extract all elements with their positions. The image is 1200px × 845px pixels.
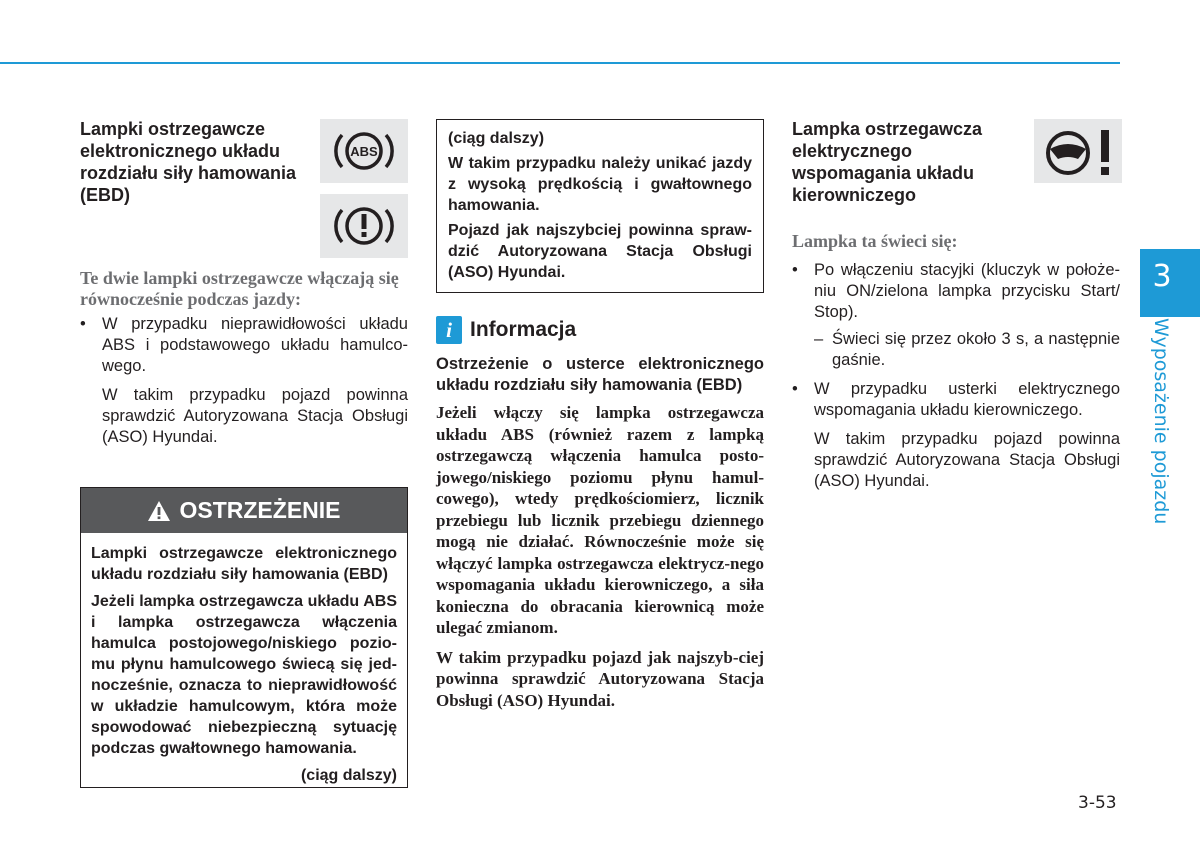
page-number: 3-53 <box>1078 793 1117 813</box>
info-label: Informacja <box>470 318 577 341</box>
info-icon: i <box>436 316 462 344</box>
info-heading: Ostrzeżenie o usterce elektronicznego układu rozdziału siły hamowania (EBD) <box>436 355 764 394</box>
continued-label: (ciąg dalszy) <box>448 130 545 147</box>
bullet-icon: • <box>792 261 798 279</box>
eps-lamp-title: Lampka ostrzegawcza elektrycznego wspomagania układu kierowniczego <box>792 119 983 205</box>
continued-label: (ciąg dalszy) <box>300 767 397 784</box>
info-para: Jeżeli włączy się lampka ostrzegawcza układu ABS (również razem z lampką ostrzegawczą włączenia hamulca posto-jowego/niskiego poziomu płynu hamul-cowego), wtedy prędkościomierz, licznik przebiegu lub licznik przebiegu dziennego mogą nie działać. Równocześnie może się włączyć lampka ostrzegawcza elektrycz-nego wspomagania układu kierowniczego, a siła konieczna do obracania kierownicą może ulegać zmianom. <box>436 403 764 637</box>
warning-heading: Lampki ostrzegawcze elektronicznego układu rozdziału siły hamowania (EBD) <box>91 545 397 583</box>
chapter-number: 3 <box>1152 259 1172 294</box>
list-item: • W przypadku usterki elektrycznego wspomagania układu kierowniczego. <box>792 380 1120 419</box>
chapter-title: Wyposażenie pojazdu <box>1150 318 1172 525</box>
warning-label: OSTRZEŻENIE <box>179 497 341 523</box>
bullet-icon: • <box>792 380 798 398</box>
ebd-subheading: Te dwie lampki ostrzegawcze włączają się równocześnie podczas jazdy: <box>80 268 399 309</box>
warning-triangle-icon <box>147 500 171 522</box>
eps-subheading: Lampka ta świeci się: <box>792 231 958 251</box>
info-body <box>436 402 764 719</box>
brake-warning-icon <box>320 194 408 258</box>
bullet-followup: W takim przypadku pojazd powinna sprawdzić Autoryzowana Stacja Obsługi (ASO) Hyundai. <box>814 430 1120 490</box>
steering-warning-icon <box>1034 119 1122 183</box>
ebd-lamp-title: Lampki ostrzegawcze elektronicznego układu rozdziału siły hamowania (EBD) <box>80 119 297 205</box>
dash-icon: – <box>814 330 824 348</box>
warning-body <box>81 533 407 786</box>
list-item: • W przypadku nieprawidłowości układu ABS i podstawowego układu hamulco-wego. <box>80 315 408 375</box>
bullet-followup: W takim przypadku pojazd powinna sprawdzić Autoryzowana Stacja Obsługi (ASO) Hyundai. <box>102 386 408 446</box>
abs-warning-icon <box>320 119 408 183</box>
warning-continued-box <box>436 119 764 293</box>
bullet-icon: • <box>80 315 86 333</box>
sub-list-item: – Świeci się przez około 3 s, a następnie gaśnie. <box>814 330 1120 369</box>
list-item: • Po włączeniu stacyjki (kluczyk w położe-niu ON/zielona lampka przycisku Start/ Stop). <box>792 261 1120 321</box>
chapter-tab[interactable] <box>1140 249 1200 317</box>
header-rule <box>0 62 1120 64</box>
eps-bullet-list <box>792 260 1120 492</box>
warning-box <box>80 487 408 788</box>
ebd-bullet-list <box>80 314 408 448</box>
info-para: W takim przypadku pojazd jak najszyb-ciej powinna sprawdzić Autoryzowana Stacja Obsługi (ASO) Hyundai. <box>436 647 764 710</box>
warning-text: Jeżeli lampka ostrzegawcza układu ABS i lampka ostrzegawcza włączenia hamulca postojowego/niskiego pozio-mu płynu hamulcowego świecą się jed-nocześnie, oznacza to nieprawidłowość w układzie hamulcowym, która może spowodować niebezpieczną sytuację podczas gwałtownego hamowania. <box>91 593 397 757</box>
continued-para: Pojazd jak najszybciej powinna spraw-dzić Autoryzowana Stacja Obsługi (ASO) Hyundai. <box>448 222 752 281</box>
warning-header <box>81 488 407 533</box>
abs-icon-text: ABS <box>350 144 378 159</box>
continued-para: W takim przypadku należy unikać jazdy z wysoką prędkością i gwałtownego hamowania. <box>448 155 752 214</box>
info-header <box>436 316 576 344</box>
